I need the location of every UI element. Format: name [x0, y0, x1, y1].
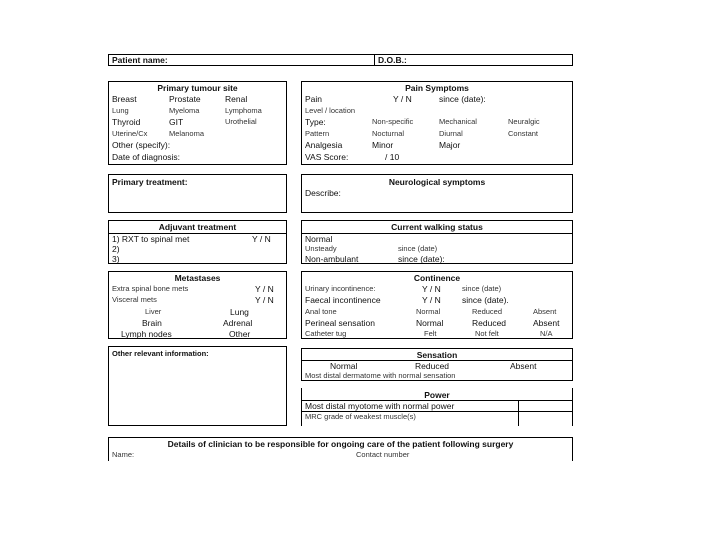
- pain-type-label: Type:: [305, 117, 326, 127]
- section-title: Neurological symptoms: [388, 177, 486, 187]
- urinary-since[interactable]: since (date): [462, 284, 502, 293]
- anal-tone-normal[interactable]: Normal: [416, 307, 441, 316]
- tumour-uterine[interactable]: Uterine/Cx: [112, 129, 148, 138]
- sensation-reduced[interactable]: Reduced: [415, 361, 450, 371]
- section-title: Details of clinician to be responsible for ongoing care of the patient following surgery: [167, 439, 514, 449]
- vas-score-value[interactable]: / 10: [385, 152, 400, 162]
- faecal-incontinence: Faecal incontinence: [305, 295, 381, 305]
- sensation-normal[interactable]: Normal: [330, 361, 358, 371]
- visceral-mets: Visceral mets: [112, 295, 157, 304]
- met-site-adrenal[interactable]: Adrenal: [223, 318, 253, 328]
- clinician-name[interactable]: Name:: [112, 450, 135, 459]
- power-section: [301, 388, 573, 426]
- vas-score-label: VAS Score:: [305, 152, 349, 162]
- walking-unsteady-since[interactable]: since (date): [398, 244, 438, 253]
- met-site-other[interactable]: Other: [229, 329, 251, 339]
- pain-since[interactable]: since (date):: [439, 94, 486, 104]
- walking-nonambulant[interactable]: Non-ambulant: [305, 254, 359, 264]
- section-title: Continence: [413, 273, 461, 283]
- sensation-section: [301, 348, 573, 381]
- dob-label: D.O.B.:: [378, 55, 407, 65]
- met-site-brain[interactable]: Brain: [142, 318, 162, 328]
- extra-spinal-mets: Extra spinal bone mets: [112, 284, 189, 293]
- pain-pattern-constant[interactable]: Constant: [508, 129, 539, 138]
- pain-yn[interactable]: Y / N: [393, 94, 412, 104]
- adjuvant-treatment-section: [108, 220, 287, 264]
- pain-pattern-label: Pattern: [305, 129, 330, 138]
- walking-nonambulant-since[interactable]: since (date):: [398, 254, 445, 264]
- primary-treatment-label[interactable]: Primary treatment:: [112, 177, 188, 187]
- walking-unsteady[interactable]: Unsteady: [305, 244, 337, 253]
- patient-header-row: [108, 54, 573, 66]
- pain-pattern-diurnal[interactable]: Diurnal: [439, 129, 463, 138]
- clinician-section: [108, 437, 573, 461]
- anal-tone-absent[interactable]: Absent: [533, 307, 557, 316]
- section-title: Metastases: [174, 273, 221, 283]
- tumour-melanoma[interactable]: Melanoma: [169, 129, 205, 138]
- urinary-incontinence: Urinary incontinence:: [305, 284, 376, 293]
- tumour-renal[interactable]: Renal: [225, 94, 248, 104]
- perineal-label: Perineal sensation: [305, 318, 375, 328]
- tumour-urothelial[interactable]: Urothelial: [225, 117, 257, 126]
- metastases-section: [108, 271, 287, 339]
- clinician-contact[interactable]: Contact number: [356, 450, 410, 459]
- section-title: Primary tumour site: [157, 83, 238, 93]
- perineal-normal[interactable]: Normal: [416, 318, 444, 328]
- sensation-absent[interactable]: Absent: [510, 361, 537, 371]
- met-site-lung[interactable]: Lung: [230, 307, 249, 317]
- visceral-yn[interactable]: Y / N: [255, 295, 274, 305]
- section-title: Current walking status: [391, 222, 483, 232]
- catheter-not-felt[interactable]: Not felt: [475, 329, 499, 338]
- date-of-diagnosis[interactable]: Date of diagnosis:: [112, 152, 181, 162]
- pain-type-mechanical[interactable]: Mechanical: [439, 117, 477, 126]
- tumour-lung[interactable]: Lung: [112, 106, 129, 115]
- tumour-thyroid[interactable]: Thyroid: [112, 117, 141, 127]
- walking-status-section: [301, 220, 573, 264]
- pain-label: Pain: [305, 94, 323, 104]
- urinary-yn[interactable]: Y / N: [422, 284, 441, 294]
- tumour-other[interactable]: Other (specify):: [112, 140, 171, 150]
- pain-level-location[interactable]: Level / location: [305, 106, 356, 115]
- walking-normal[interactable]: Normal: [305, 234, 333, 244]
- extra-spinal-yn[interactable]: Y / N: [255, 284, 274, 294]
- other-info-label[interactable]: Other relevant information:: [112, 349, 209, 358]
- analgesia-minor[interactable]: Minor: [372, 140, 394, 150]
- pain-pattern-nocturnal[interactable]: Nocturnal: [372, 129, 405, 138]
- adjuvant-yn[interactable]: Y / N: [252, 234, 271, 244]
- tumour-breast[interactable]: Breast: [112, 94, 137, 104]
- perineal-reduced[interactable]: Reduced: [472, 318, 507, 328]
- catheter-tug-label: Catheter tug: [305, 329, 347, 338]
- other-info-section: [108, 346, 287, 426]
- adjuvant-row-3[interactable]: 3): [112, 254, 120, 264]
- primary-tumour-section: [108, 81, 287, 165]
- faecal-yn[interactable]: Y / N: [422, 295, 441, 305]
- met-site-liver[interactable]: Liver: [145, 307, 162, 316]
- power-mrc-grade: MRC grade of weakest muscle(s): [305, 412, 416, 421]
- adjuvant-row-1[interactable]: 1) RXT to spinal met: [112, 234, 190, 244]
- sensation-distal-dermatome[interactable]: Most distal dermatome with normal sensation: [305, 371, 456, 380]
- section-title: Adjuvant treatment: [158, 222, 237, 232]
- neurological-section: [301, 174, 573, 213]
- power-distal-myotome: Most distal myotome with normal power: [305, 401, 455, 411]
- tumour-git[interactable]: GIT: [169, 117, 184, 127]
- tumour-myeloma[interactable]: Myeloma: [169, 106, 200, 115]
- analgesia-label: Analgesia: [305, 140, 343, 150]
- tumour-lymphoma[interactable]: Lymphoma: [225, 106, 262, 115]
- tumour-prostate[interactable]: Prostate: [169, 94, 201, 104]
- divider: [374, 55, 375, 65]
- analgesia-major[interactable]: Major: [439, 140, 461, 150]
- pain-type-neuralgic[interactable]: Neuralgic: [508, 117, 540, 126]
- neuro-describe[interactable]: Describe:: [305, 188, 341, 198]
- section-title: Power: [424, 390, 450, 400]
- adjuvant-row-2[interactable]: 2): [112, 244, 120, 254]
- section-title: Pain Symptoms: [405, 83, 469, 93]
- faecal-since[interactable]: since (date).: [462, 295, 509, 305]
- catheter-na[interactable]: N/A: [540, 329, 553, 338]
- perineal-absent[interactable]: Absent: [533, 318, 560, 328]
- anal-tone-reduced[interactable]: Reduced: [472, 307, 503, 316]
- section-title: Sensation: [416, 350, 458, 360]
- anal-tone-label: Anal tone: [305, 307, 337, 316]
- pain-type-nonspecific[interactable]: Non-specific: [372, 117, 414, 126]
- continence-section: [301, 271, 573, 339]
- catheter-felt[interactable]: Felt: [424, 329, 437, 338]
- met-site-lymph[interactable]: Lymph nodes: [121, 329, 172, 339]
- primary-treatment-section: [108, 174, 287, 213]
- divider: [302, 233, 572, 234]
- patient-name-label: Patient name:: [112, 55, 168, 65]
- pain-symptoms-section: [301, 81, 573, 165]
- divider: [518, 400, 519, 426]
